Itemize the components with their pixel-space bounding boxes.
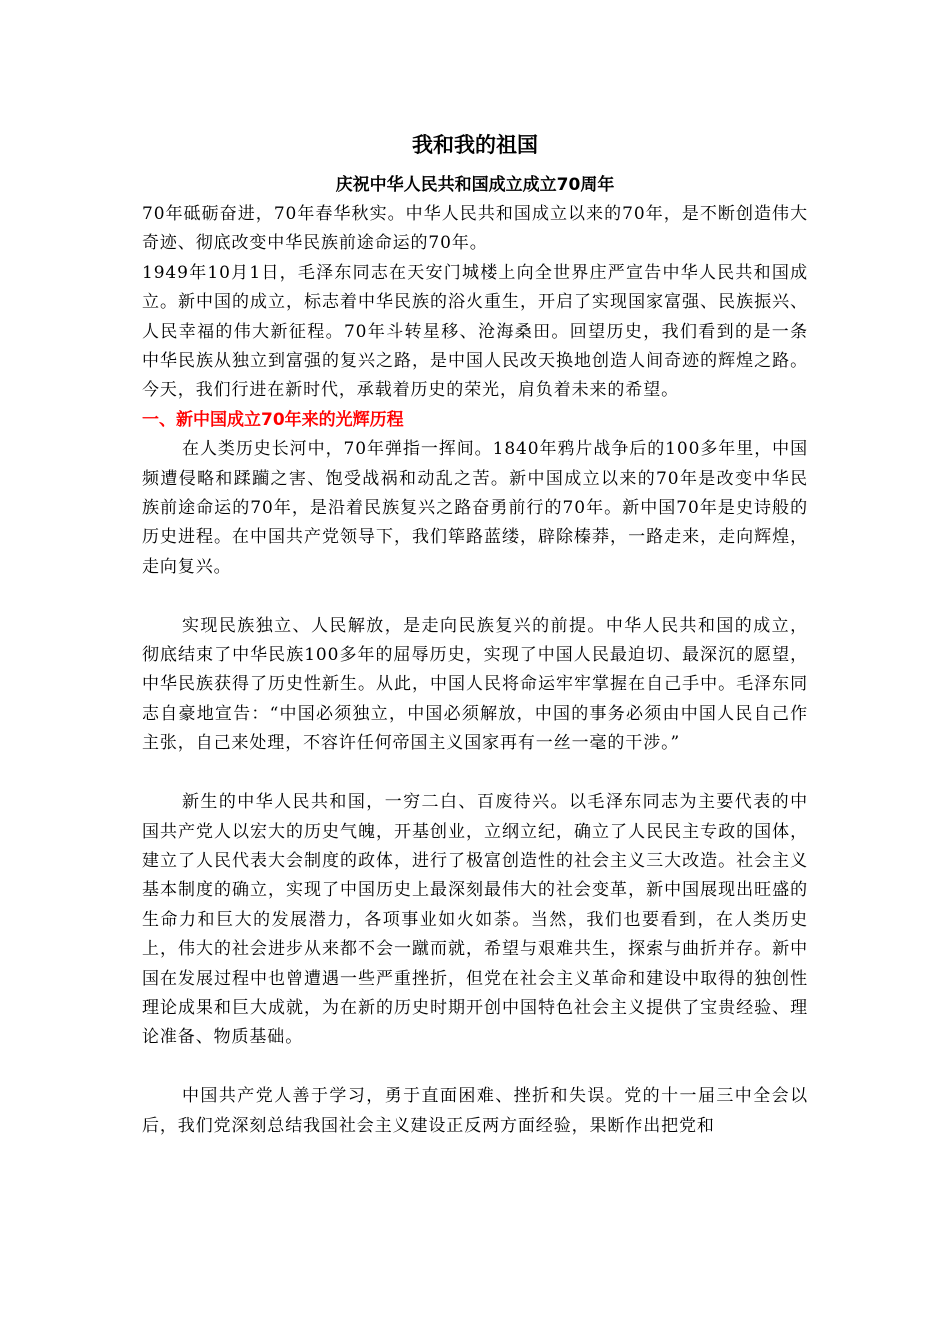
intro-paragraph-1: 70年砥砺奋进，70年春华秋实。中华人民共和国成立以来的70年，是不断创造伟大奇迹、彻底改变中华民族前途命运的70年。 xyxy=(142,204,808,254)
body-paragraph-4: 中国共产党人善于学习，勇于直面困难、挫折和失误。党的十一届三中全会以后，我们党深刻总结我国社会主义建设正反两方面经验，果断作出把党和 xyxy=(142,1086,808,1136)
document-page xyxy=(142,130,808,1141)
body-paragraph-1: 在人类历史长河中，70年弹指一挥间。1840年鸦片战争后的100多年里，中国频遭侵略和蹂躏之害、饱受战祸和动乱之苦。新中国成立以来的70年是改变中华民族前途命运的70年，是沿着民族复兴之路奋勇前行的70年。新中国70年是史诗般的历史进程。在中国共产党领导下，我们筚路蓝缕，辟除榛莽，一路走来，走向辉煌，走向复兴。 xyxy=(142,439,808,577)
section-heading-1: 一、新中国成立70年来的光辉历程 xyxy=(142,409,404,430)
document-subtitle: 庆祝中华人民共和国成立成立70周年 xyxy=(335,175,615,195)
body-paragraph-3: 新生的中华人民共和国，一穷二白、百废待兴。以毛泽东同志为主要代表的中国共产党人以宏大的历史气魄，开基创业，立纲立纪，确立了人民民主专政的国体，建立了人民代表大会制度的政体，进行了极富创造性的社会主义三大改造。社会主义基本制度的确立，实现了中国历史上最深刻最伟大的社会变革，新中国展现出旺盛的生命力和巨大的发展潜力，各项事业如火如荼。当然，我们也要看到，在人类历史上，伟大的社会进步从来都不会一蹴而就，希望与艰难共生，探索与曲折并存。新中国在发展过程中也曾遭遇一些严重挫折，但党在社会主义革命和建设中取得的独创性理论成果和巨大成就，为在新的历史时期开创中国特色社会主义提供了宝贵经验、理论准备、物质基础。 xyxy=(142,792,808,1048)
intro-paragraph-2: 1949年10月1日，毛泽东同志在天安门城楼上向全世界庄严宣告中华人民共和国成立。新中国的成立，标志着中华民族的浴火重生，开启了实现国家富强、民族振兴、人民幸福的伟大新征程。70年斗转星移、沧海桑田。回望历史，我们看到的是一条中华民族从独立到富强的复兴之路，是中国人民改天换地创造人间奇迹的辉煌之路。今天，我们行进在新时代，承载着历史的荣光，肩负着未来的希望。 xyxy=(142,262,808,401)
paragraph-spacer xyxy=(142,759,808,788)
paragraph-spacer xyxy=(142,582,808,611)
body-paragraph-2: 实现民族独立、人民解放，是走向民族复兴的前提。中华人民共和国的成立，彻底结束了中华民族100多年的屈辱历史，实现了中国人民最迫切、最深沉的愿望，中华民族获得了历史性新生。从此，中国人民将命运牢牢掌握在自己手中。毛泽东同志自豪地宣告：“中国必须独立，中国必须解放，中国的事务必须由中国人民自己作主张，自己来处理，不容许任何帝国主义国家再有一丝一毫的干涉。” xyxy=(142,615,808,754)
paragraph-spacer xyxy=(142,1053,808,1082)
document-title: 我和我的祖国 xyxy=(412,133,538,157)
